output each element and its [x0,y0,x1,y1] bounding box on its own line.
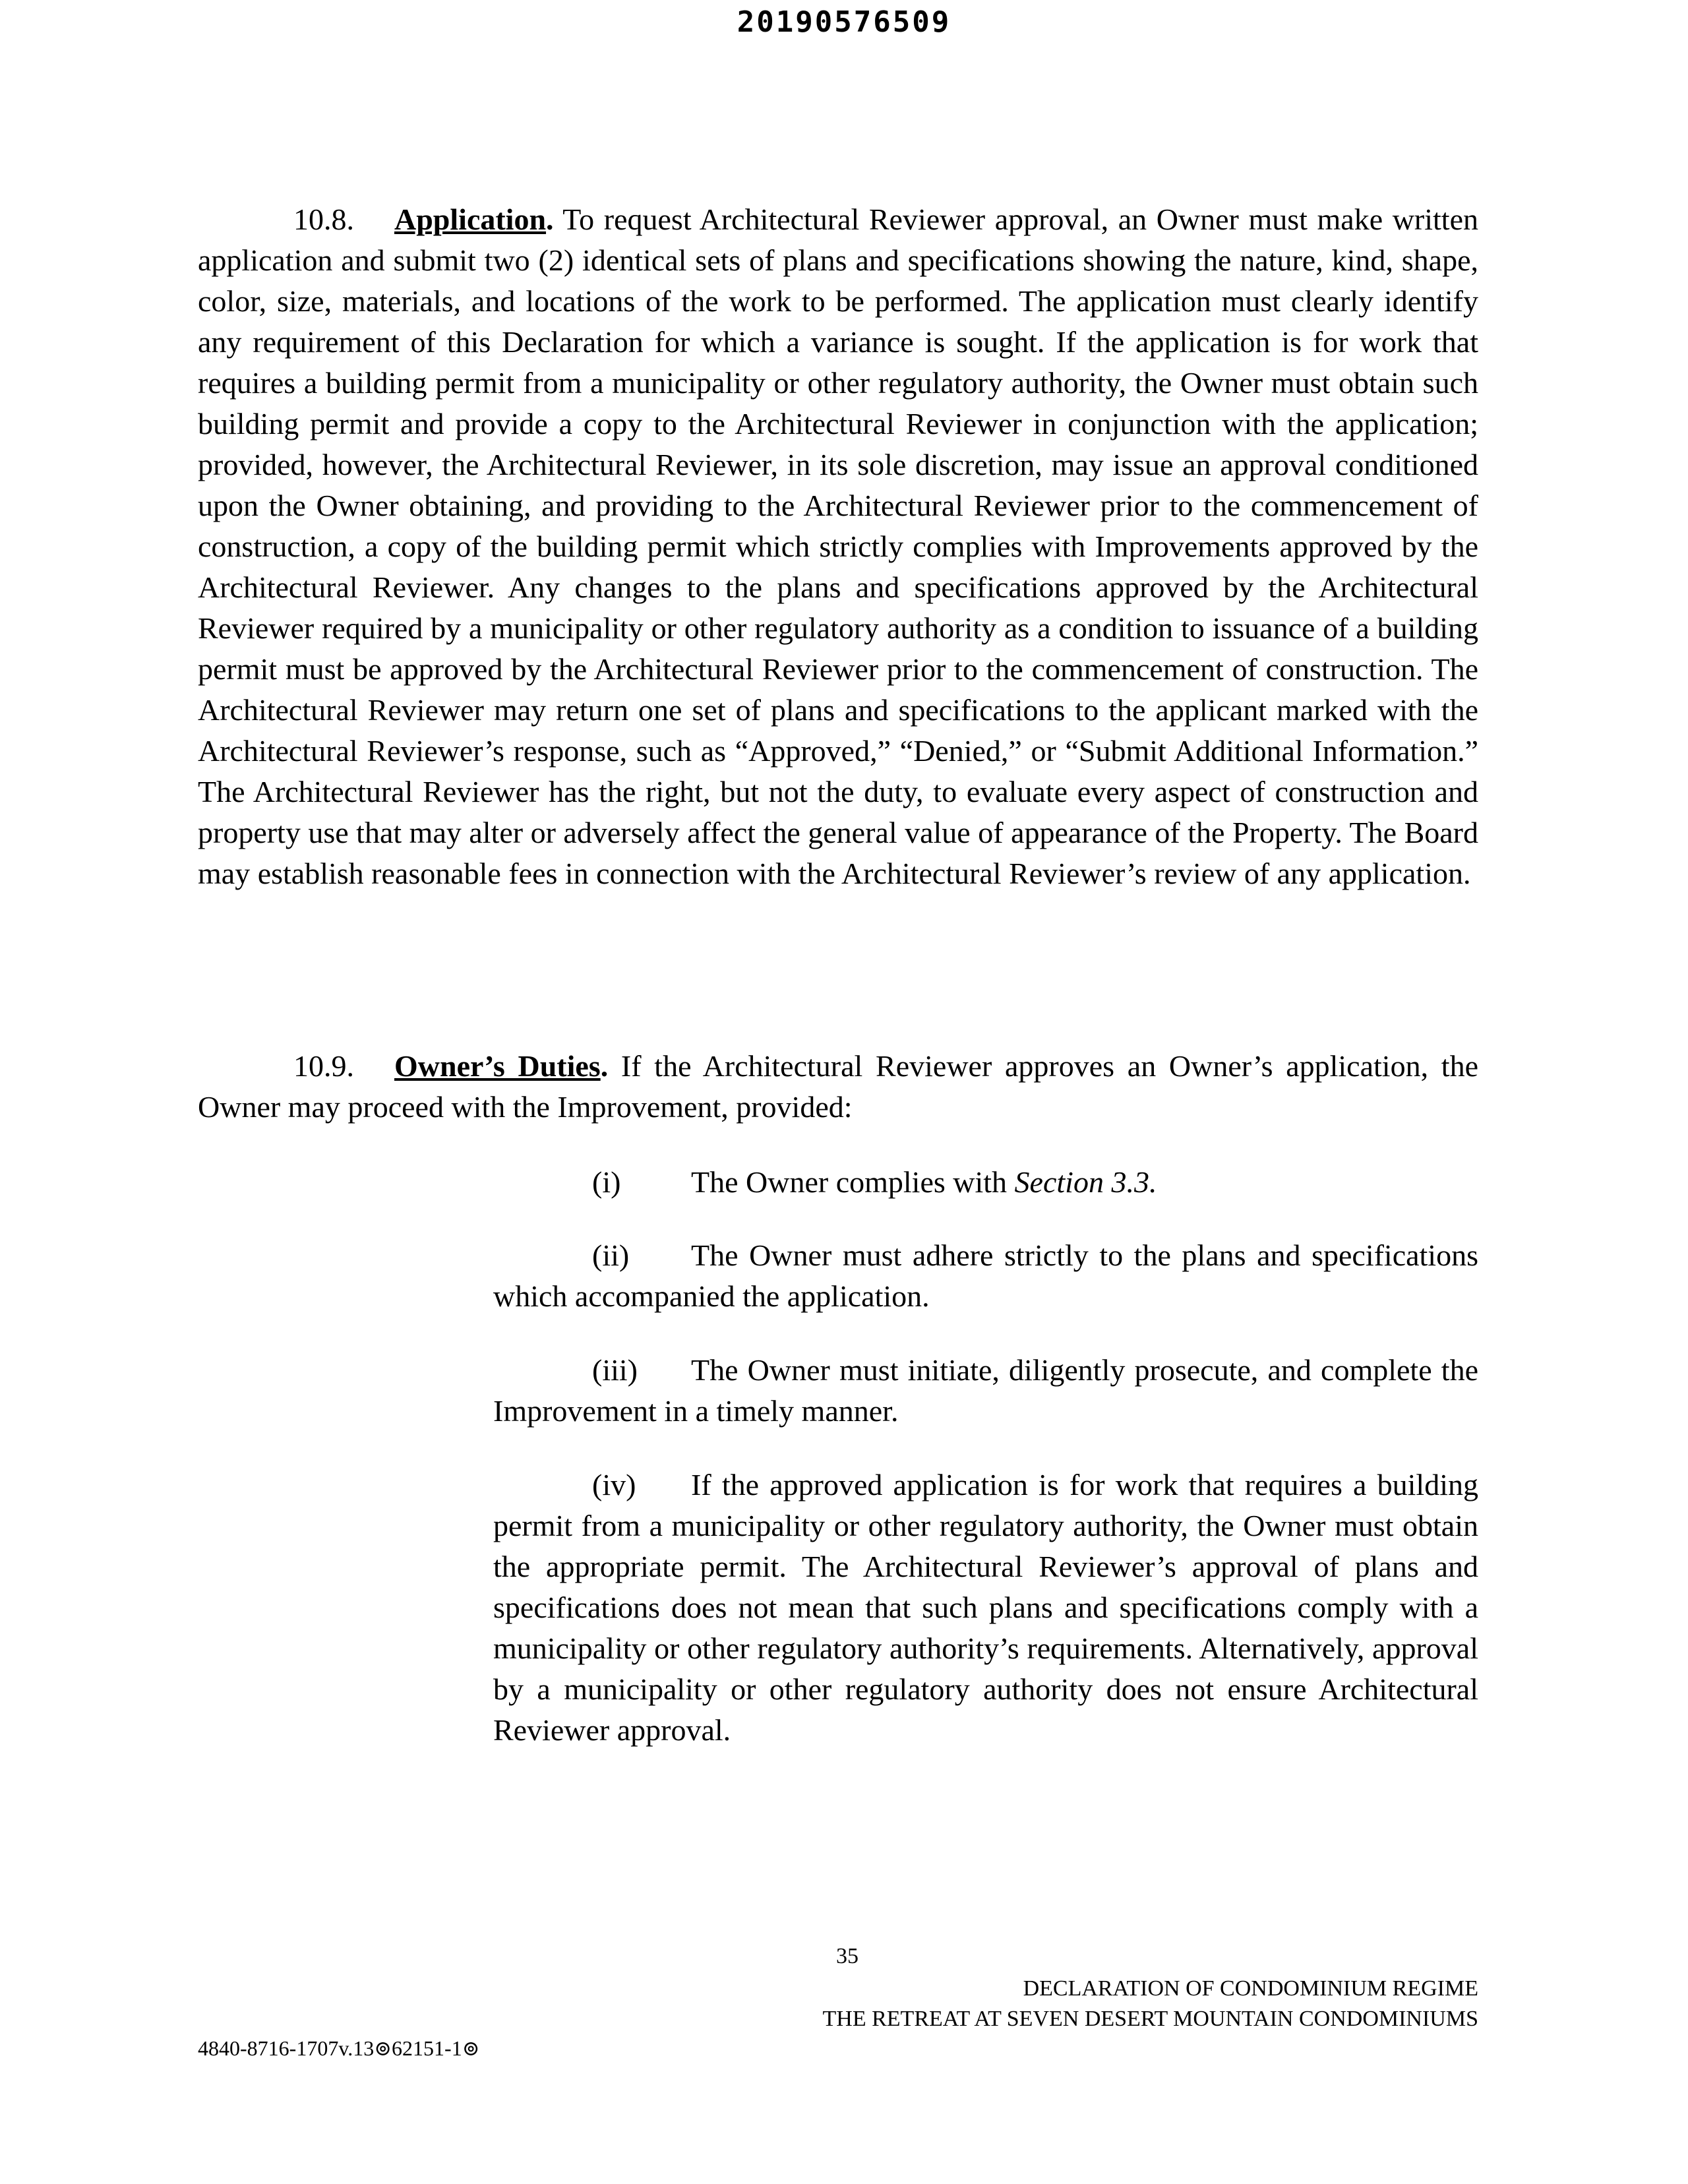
section-text: If the Architectural Reviewer approves an Owner’s application, the Owner may proceed with the Improvement, provided: [198,1049,1478,1124]
section-number: 10.8. [293,202,354,236]
subitem-text: The Owner must initiate, diligently prosecute, and complete the Improvement in a timely manner. [493,1353,1478,1428]
subitem-text: The Owner must adhere strictly to the plans and specifications which accompanied the application. [493,1238,1478,1313]
section-10-8-paragraph [198,199,1478,894]
heading-period: . [600,1049,609,1083]
subitem-i [493,1162,1478,1203]
subitem-iii [493,1350,1478,1432]
subitem-text: If the approved application is for work that requires a building permit from a municipality or other regulatory authority, the Owner must obtain the appropriate permit. The Architectural Reviewer’s approval of plans and specifications does not mean that such plans and specifications comply with a municipality or other regulatory authority’s requirements. Alternatively, approval by a municipality or other regulatory authority does not ensure Architectural Reviewer approval. [493,1468,1478,1747]
document-number: 20190576509 [737,5,951,39]
subitem-label: (i) [592,1165,621,1199]
section-heading: Owner’s Duties [394,1049,601,1083]
section-reference: Section 3.3. [1014,1165,1157,1199]
footer-document-title [823,1974,1478,2034]
section-10-9-paragraph [198,1046,1478,1128]
subitem-label: (ii) [592,1238,630,1272]
section-heading: Application [394,202,547,236]
section-number: 10.9. [293,1049,354,1083]
heading-period: . [546,202,554,236]
section-text: To request Architectural Reviewer approval, an Owner must make written application and submit two (2) identical sets of plans and specifications showing the nature, kind, shape, color, size, materials, and locations of the work to be performed. The application must clearly identify any requirement of this Declaration for which a variance is sought. If the application is for work that requires a building permit from a municipality or other regulatory authority, the Owner must obtain such building permit and provide a copy to the Architectural Reviewer in conjunction with the application; provided, however, the Architectural Reviewer, in its sole discretion, may issue an approval conditioned upon the Owner obtaining, and providing to the Architectural Reviewer prior to the commencement of construction, a copy of the building permit which strictly complies with Improvements approved by the Architectural Reviewer. Any changes to the plans and specifications approved by the Architectural Reviewer required by a municipality or other regulatory authority as a condition to issuance of a building permit must be approved by the Architectural Reviewer prior to the commencement of construction. The Architectural Reviewer may return one set of plans and specifications to the applicant marked with the Architectural Reviewer’s response, such as “Approved,” “Denied,” or “Submit Additional Information.” The Architectural Reviewer has the right, but not the duty, to evaluate every aspect of construction and property use that may alter or adversely affect the general value of appearance of the Property. The Board may establish reasonable fees in connection with the Architectural Reviewer’s review of any application. [198,202,1478,890]
subitem-ii [493,1235,1478,1317]
page-number: 35 [836,1944,859,1968]
footer-title-line-2: THE RETREAT AT SEVEN DESERT MOUNTAIN CONDOMINIUMS [822,2007,1478,2031]
subitem-label: (iv) [592,1468,636,1502]
subitem-iv [493,1465,1478,1751]
footer-document-id: 4840-8716-1707v.13⊚62151-1⊚ [198,2036,480,2060]
subitem-label: (iii) [592,1353,638,1387]
subitem-text: The Owner complies with [691,1165,1015,1199]
footer-title-line-1: DECLARATION OF CONDOMINIUM REGIME [1023,1976,1478,2001]
